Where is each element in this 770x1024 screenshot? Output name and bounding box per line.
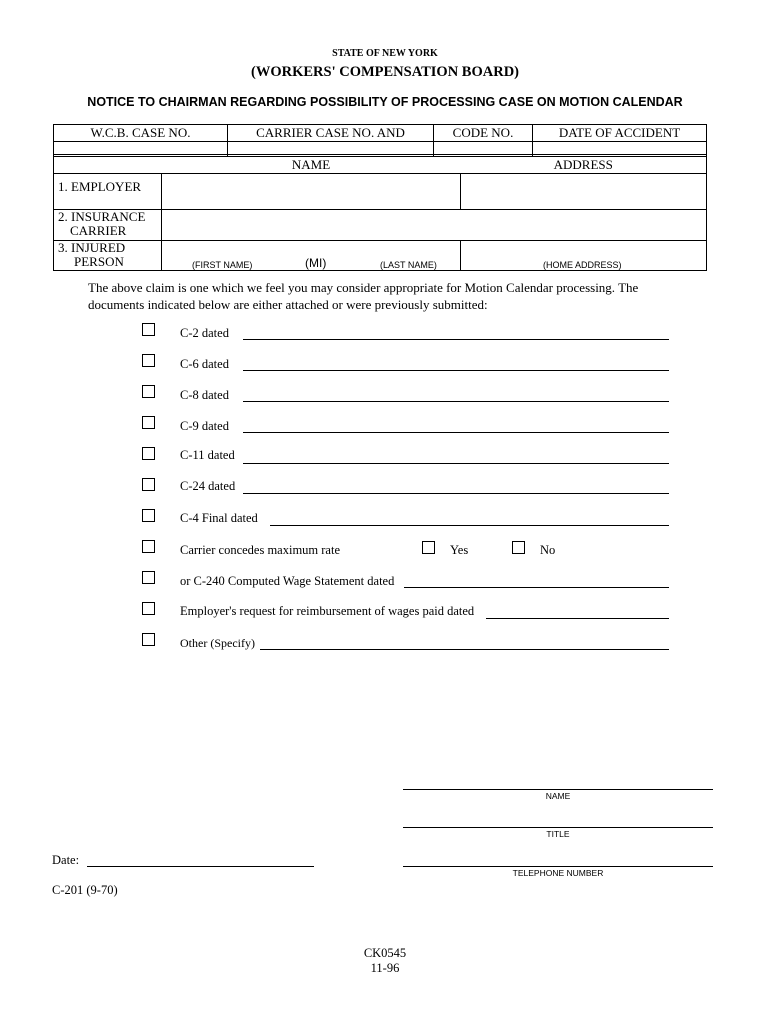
mi-caption: (MI) — [305, 256, 327, 270]
c240-label: or C-240 Computed Wage Statement dated — [180, 574, 395, 588]
telephone-signature-line[interactable] — [403, 866, 713, 867]
insurance-label-line1: 2. INSURANCE — [58, 209, 146, 224]
c9-date-line[interactable] — [243, 432, 669, 433]
name-caption: NAME — [545, 791, 571, 801]
insurance-carrier-field[interactable] — [162, 210, 707, 241]
case-info-table — [53, 124, 707, 157]
employer-label: 1. EMPLOYER — [54, 174, 162, 210]
other-checkbox[interactable] — [142, 633, 155, 646]
c9-checkbox[interactable] — [142, 416, 155, 429]
injured-label-line2: PERSON — [74, 254, 124, 269]
c11-label: C-11 dated — [180, 448, 235, 462]
c11-checkbox[interactable] — [142, 447, 155, 460]
address-header: ADDRESS — [461, 155, 707, 174]
injured-address-field[interactable] — [461, 241, 707, 271]
first-name-caption: (FIRST NAME) — [192, 260, 253, 270]
c6-checkbox[interactable] — [142, 354, 155, 367]
yes-label: Yes — [450, 543, 469, 557]
home-address-caption: (HOME ADDRESS) — [543, 260, 622, 270]
title-signature-line[interactable] — [403, 827, 713, 828]
c2-label: C-2 dated — [180, 326, 229, 340]
employer-name-field[interactable] — [162, 174, 461, 210]
c240-checkbox[interactable] — [142, 571, 155, 584]
employer-request-label: Employer's request for reimbursement of wages paid dated — [180, 604, 475, 618]
other-specify-line[interactable] — [260, 649, 669, 650]
c4-final-label: C-4 Final dated — [180, 511, 258, 525]
insurance-label-line2: CARRIER — [70, 223, 127, 238]
employer-address-field[interactable] — [461, 174, 707, 210]
c8-date-line[interactable] — [243, 401, 669, 402]
form-id: C-201 (9-70) — [52, 883, 118, 897]
c24-label: C-24 dated — [180, 479, 236, 493]
other-label: Other (Specify) — [180, 636, 255, 650]
wcb-case-header: W.C.B. CASE NO. — [54, 125, 228, 142]
yes-checkbox[interactable] — [422, 541, 435, 554]
c6-label: C-6 dated — [180, 357, 229, 371]
c11-date-line[interactable] — [243, 463, 669, 464]
state-heading: STATE OF NEW YORK — [332, 48, 438, 59]
c2-checkbox[interactable] — [142, 323, 155, 336]
title-caption: TITLE — [546, 829, 570, 839]
carrier-case-header: CARRIER CASE NO. AND — [228, 125, 434, 142]
code-header: CODE NO. — [434, 125, 533, 142]
parties-table — [53, 154, 707, 271]
c8-checkbox[interactable] — [142, 385, 155, 398]
injured-name-field[interactable] — [162, 241, 461, 271]
form-title: NOTICE TO CHAIRMAN REGARDING POSSIBILITY OF PROCESSING CASE ON MOTION CALENDAR — [87, 95, 683, 109]
no-checkbox[interactable] — [512, 541, 525, 554]
c24-date-line[interactable] — [243, 493, 669, 494]
form-code: CK0545 — [363, 946, 407, 960]
employer-request-checkbox[interactable] — [142, 602, 155, 615]
injured-person-label — [54, 241, 162, 271]
date-label: Date: — [52, 853, 80, 867]
employer-request-date-line[interactable] — [486, 618, 669, 619]
c240-date-line[interactable] — [404, 587, 669, 588]
instructions-paragraph: The above claim is one which we feel you may consider appropriate for Motion Calendar processing. The documents indicated below are either attached or were previously submitted: — [88, 280, 639, 312]
date-line[interactable] — [87, 866, 314, 867]
board-heading: (WORKERS' COMPENSATION BOARD) — [251, 64, 519, 80]
c2-date-line[interactable] — [243, 339, 669, 340]
c6-date-line[interactable] — [243, 370, 669, 371]
last-name-caption: (LAST NAME) — [380, 260, 437, 270]
injured-label-line1: 3. INJURED — [58, 240, 126, 255]
form-revision: 11-96 — [370, 961, 400, 975]
telephone-caption: TELEPHONE NUMBER — [512, 868, 604, 878]
c4-final-checkbox[interactable] — [142, 509, 155, 522]
name-header: NAME — [162, 155, 461, 174]
c9-label: C-9 dated — [180, 419, 229, 433]
date-of-accident-header: DATE OF ACCIDENT — [533, 125, 707, 142]
c4-final-date-line[interactable] — [270, 525, 669, 526]
carrier-concedes-label: Carrier concedes maximum rate — [180, 543, 340, 557]
no-label: No — [540, 543, 556, 557]
name-signature-line[interactable] — [403, 789, 713, 790]
c24-checkbox[interactable] — [142, 478, 155, 491]
c8-label: C-8 dated — [180, 388, 229, 402]
insurance-carrier-label — [54, 210, 162, 241]
carrier-concedes-checkbox[interactable] — [142, 540, 155, 553]
